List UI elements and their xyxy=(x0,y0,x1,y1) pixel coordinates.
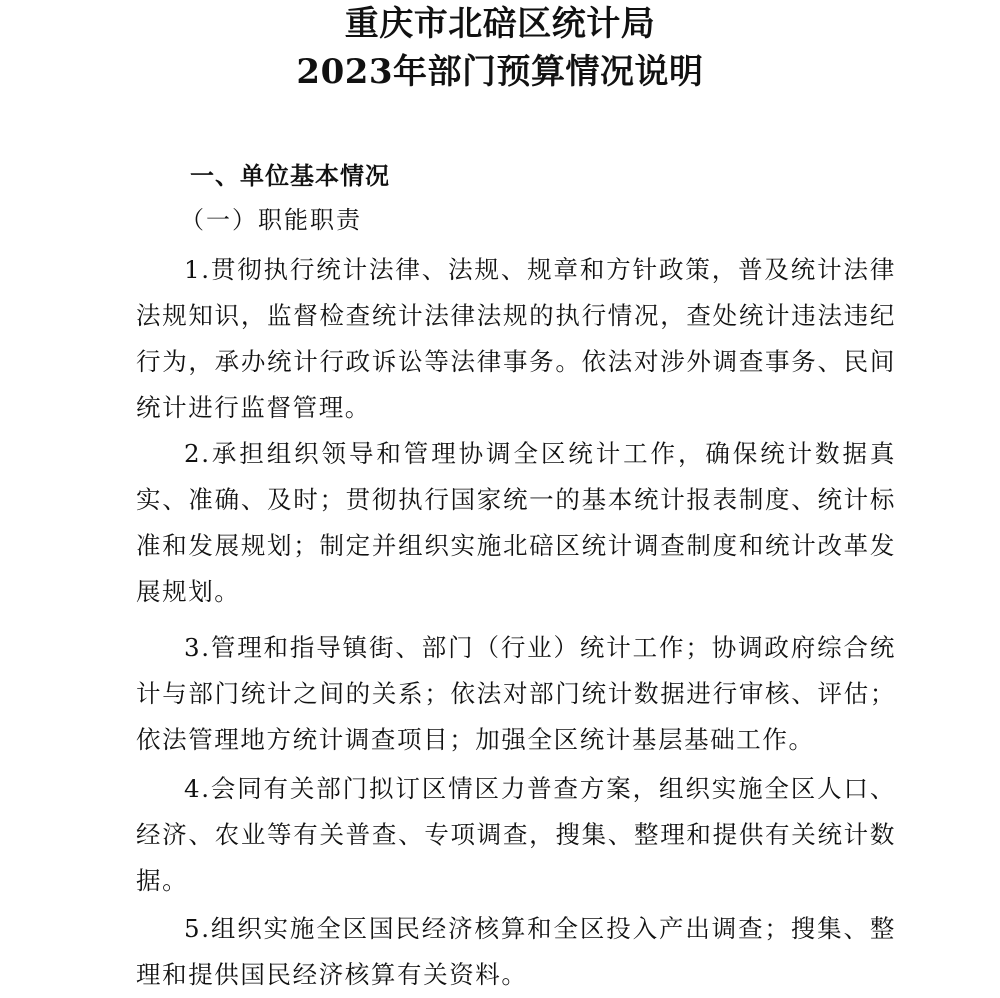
document-title-line-2: 2023年部门预算情况说明 xyxy=(296,52,704,92)
duty-paragraph-3: 3.管理和指导镇街、部门（行业）统计工作；协调政府综合统计与部门统计之间的关系；依法对部门统计数据进行审核、评估；依法管理地方统计调查项目；加强全区统计基层基础工作。 xyxy=(136,633,896,754)
duty-paragraph-4: 4.会同有关部门拟订区情区力普查方案，组织实施全区人口、经济、农业等有关普查、专项调查，搜集、整理和提供有关统计数据。 xyxy=(136,774,896,895)
duty-paragraph-5: 5.组织实施全区国民经济核算和全区投入产出调查；搜集、整理和提供国民经济核算有关资料。 xyxy=(136,914,896,989)
document-title-line-1: 重庆市北碚区统计局 xyxy=(344,4,656,44)
section-heading: 一、单位基本情况 xyxy=(190,161,390,190)
subsection-heading: （一）职能职责 xyxy=(180,206,362,234)
duty-paragraph-1: 1.贯彻执行统计法律、法规、规章和方针政策，普及统计法律法规知识，监督检查统计法律法规的执行情况，查处统计违法违纪行为，承办统计行政诉讼等法律事务。依法对涉外调查事务、民间统计进行监督管理。 xyxy=(136,255,896,422)
duty-paragraph-2: 2.承担组织领导和管理协调全区统计工作，确保统计数据真实、准确、及时；贯彻执行国家统一的基本统计报表制度、统计标准和发展规划；制定并组织实施北碚区统计调查制度和统计改革发展规划。 xyxy=(136,439,896,606)
